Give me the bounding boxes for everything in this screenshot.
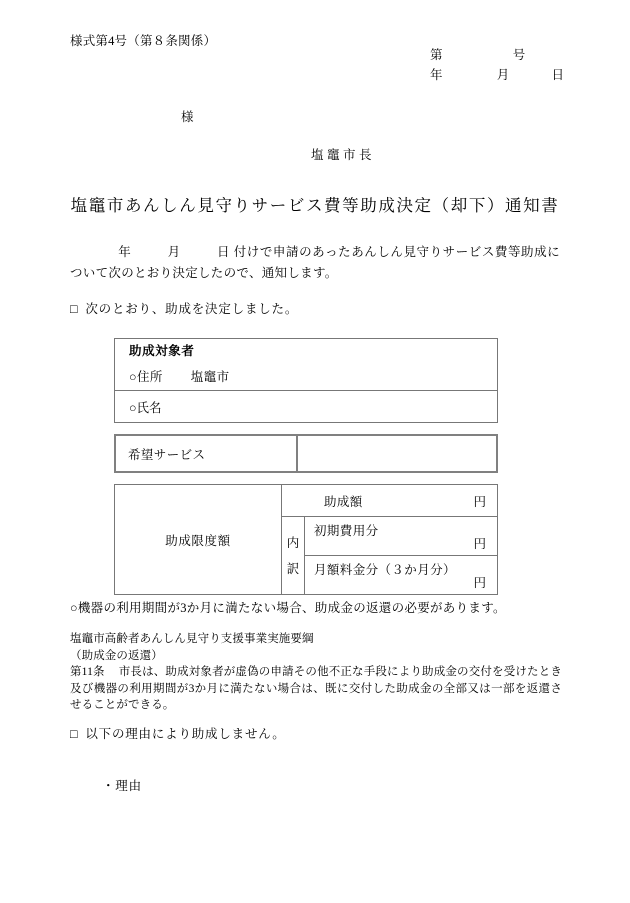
issuer-name: 塩竈市長	[311, 148, 376, 162]
return-note: ○機器の利用期間が3か月に満たない場合、助成金の返還の必要があります。	[70, 601, 506, 615]
limit-label-cell: 助成限度額	[115, 485, 282, 595]
target-header-cell	[115, 339, 498, 391]
document-number-block	[430, 45, 564, 85]
initial-cost-unit: 円	[473, 537, 486, 551]
regulation-article-text: 市長は、助成対象者が虚偽の申請その他不正な手段により助成金の交付を受けたとき及び機器の利用期間が3か月に満たない場合は、既に交付した助成金の全部又は一部を返還させることができる。	[70, 666, 562, 711]
intro-year: 年	[118, 245, 132, 259]
table-row	[115, 339, 498, 391]
form-number: 様式第4号（第８条関係）	[70, 34, 217, 48]
rejection-check-line[interactable]	[70, 724, 286, 742]
regulation-article-number: 第11条	[70, 666, 105, 678]
date-year-label: 年	[430, 68, 443, 82]
service-value-cell[interactable]	[297, 435, 497, 472]
limit-amount-label: 助成額	[324, 495, 363, 509]
document-number-label: 第	[430, 48, 443, 62]
addressee-honorific: 様	[181, 110, 194, 124]
monthly-fee-unit: 円	[473, 576, 486, 590]
intro-month: 月	[167, 245, 181, 259]
intro-paragraph	[70, 242, 560, 284]
decision-check-label: 次のとおり、助成を決定しました。	[85, 302, 299, 316]
breakdown-label-line1: 内	[286, 535, 300, 550]
subsidy-target-table	[114, 338, 498, 423]
regulation-title: 塩竈市高齢者あんしん見守り支援事業実施要綱	[70, 633, 314, 645]
table-row	[115, 485, 498, 517]
table-row	[115, 391, 498, 423]
document-date-row	[430, 65, 564, 85]
target-name-label: ○氏名	[129, 400, 162, 415]
target-name-cell[interactable]	[115, 391, 498, 423]
monthly-fee-label: 月額料金分（３か月分）	[314, 563, 456, 577]
target-address-value: 塩竈市	[190, 370, 230, 384]
initial-cost-label: 初期費用分	[314, 524, 379, 538]
limit-amount-unit: 円	[473, 495, 486, 509]
initial-cost-cell[interactable]	[305, 517, 498, 556]
date-day-label: 日	[551, 68, 565, 82]
table-row	[115, 435, 497, 472]
breakdown-label-cell	[282, 517, 305, 595]
document-number-row	[430, 45, 564, 65]
page-title: 塩竈市あんしん見守りサービス費等助成決定（却下）通知書	[70, 196, 560, 215]
limit-amount-cell[interactable]	[282, 485, 498, 517]
regulation-subtitle: （助成金の返還）	[70, 649, 163, 662]
subsidy-limit-table	[114, 484, 498, 595]
service-label-cell: 希望サービス	[115, 435, 297, 472]
decision-check-line[interactable]	[70, 299, 298, 317]
rejection-reason-item: ・理由	[102, 779, 142, 793]
checkbox-icon[interactable]: □	[70, 727, 79, 741]
desired-service-table	[114, 434, 498, 473]
target-header-label: 助成対象者	[129, 343, 195, 358]
rejection-check-label: 以下の理由により助成しません。	[85, 727, 286, 741]
intro-text-first: 付けで申請のあったあんしん見守りサービス費等助成について	[70, 245, 560, 280]
breakdown-label-line2: 訳	[286, 561, 300, 576]
regulation-block	[70, 631, 562, 714]
target-address-row	[129, 368, 497, 387]
date-month-label: 月	[496, 68, 510, 82]
monthly-fee-cell[interactable]	[305, 556, 498, 595]
checkbox-icon[interactable]: □	[70, 302, 79, 316]
target-address-label: ○住所	[129, 370, 163, 384]
regulation-article	[70, 664, 562, 714]
intro-text-second: 次のとおり決定したので、通知します。	[108, 266, 338, 280]
document-number-suffix: 号	[512, 48, 526, 62]
intro-day: 日	[216, 245, 231, 259]
